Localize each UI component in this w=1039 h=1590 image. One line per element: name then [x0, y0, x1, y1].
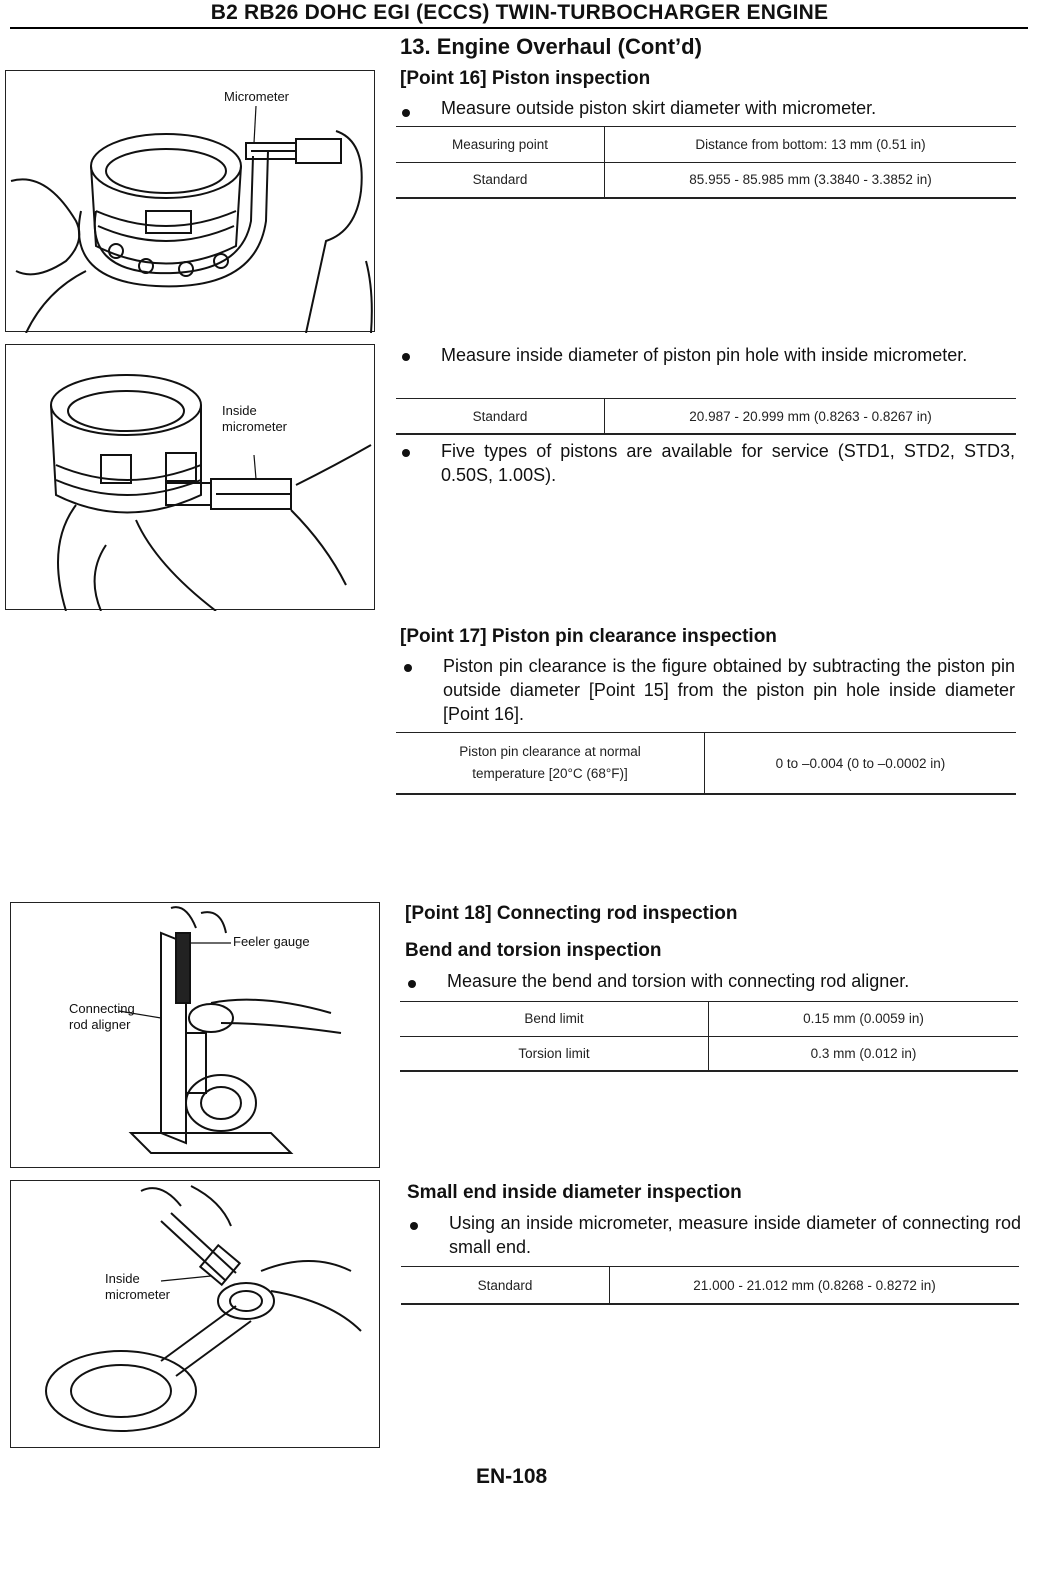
page-header: B2 RB26 DOHC EGI (ECCS) TWIN-TURBOCHARGER ENGINE: [210, 1, 829, 24]
point18-subtitle-bend: Bend and torsion inspection: [405, 940, 662, 961]
point17-spec-table: [396, 732, 1016, 795]
table-cell: 0.15 mm (0.0059 in): [803, 1011, 924, 1027]
page-number: EN-108: [476, 1465, 548, 1488]
point16-bullet3: Five types of pistons are available for service (STD1, STD2, STD3, 0.50S, 1.00S).: [441, 441, 1015, 485]
connecting-label: Connecting: [69, 1001, 135, 1016]
figure-small-end-inside-micrometer: [10, 1180, 380, 1448]
table-cell: Standard: [396, 399, 605, 433]
figure-piston-pin-hole-inside-micrometer: [5, 344, 375, 610]
point16-title: [Point 16] Piston inspection: [400, 68, 651, 89]
micrometer-label: Micrometer: [224, 89, 290, 104]
table-cell: 21.000 - 21.012 mm (0.8268 - 0.8272 in): [693, 1277, 936, 1293]
table-cell: Bend limit: [400, 1002, 709, 1036]
point18-spec-table1: [400, 1001, 1018, 1072]
table-cell: Measuring point: [396, 127, 605, 162]
point17-title: [Point 17] Piston pin clearance inspection: [400, 626, 777, 647]
bullet: [402, 353, 410, 361]
rod-aligner-label: rod aligner: [69, 1017, 131, 1032]
bullet: [408, 980, 416, 988]
table-cell: Torsion limit: [400, 1036, 709, 1070]
micrometer-label: micrometer: [105, 1287, 171, 1302]
point16-spec-table1: [396, 126, 1016, 199]
feeler-gauge-label: Feeler gauge: [233, 934, 310, 949]
bullet: [404, 664, 412, 672]
bullet: [402, 109, 410, 117]
inside-label: Inside: [222, 403, 257, 418]
table-cell: 85.955 - 85.985 mm (3.3840 - 3.3852 in): [605, 162, 1017, 197]
figure-connecting-rod-aligner: [10, 902, 380, 1168]
point18-title: [Point 18] Connecting rod inspection: [405, 903, 738, 924]
rod-aligner-illustration: [11, 903, 381, 1169]
inside-label: Inside: [105, 1271, 140, 1286]
table-cell: 0.3 mm (0.012 in): [709, 1036, 1019, 1070]
table-cell: 0 to –0.004 (0 to –0.0002 in): [775, 755, 946, 771]
table-cell: [396, 733, 705, 793]
point18-spec-table2: [401, 1266, 1019, 1305]
bullet: [410, 1222, 418, 1230]
point16-spec-table2: [396, 398, 1016, 435]
table-cell: Distance from bottom: 13 mm (0.51 in): [695, 136, 926, 152]
clearance-label-line1: Piston pin clearance at normal: [459, 744, 641, 759]
piston-micrometer-illustration: [6, 71, 376, 333]
header-rule: [10, 27, 1028, 29]
table-cell: Standard: [396, 162, 605, 197]
clearance-label-line2: temperature [20°C (68°F)]: [472, 766, 628, 781]
inside-micrometer-illustration: [6, 345, 376, 611]
table-cell: Standard: [401, 1267, 610, 1303]
point17-bullet1: Piston pin clearance is the figure obtained by subtracting the piston pin outside diameter [Point 15] from the piston pin hole inside diameter [Point 16].: [443, 656, 1015, 724]
point18-bullet2: Using an inside micrometer, measure inside diameter of connecting rod small end.: [449, 1213, 1021, 1257]
point18-subtitle-small-end: Small end inside diameter inspection: [407, 1182, 742, 1203]
table-cell: 20.987 - 20.999 mm (0.8263 - 0.8267 in): [689, 408, 932, 424]
point16-bullet1: Measure outside piston skirt diameter with micrometer.: [441, 98, 877, 118]
small-end-illustration: [11, 1181, 381, 1449]
micrometer-label: micrometer: [222, 419, 288, 434]
point18-bullet1: Measure the bend and torsion with connecting rod aligner.: [447, 971, 910, 991]
bullet: [402, 449, 410, 457]
section-title: 13. Engine Overhaul (Cont’d): [400, 34, 702, 59]
point16-bullet2: Measure inside diameter of piston pin hole with inside micrometer.: [441, 345, 968, 365]
figure-piston-skirt-micrometer: [5, 70, 375, 332]
